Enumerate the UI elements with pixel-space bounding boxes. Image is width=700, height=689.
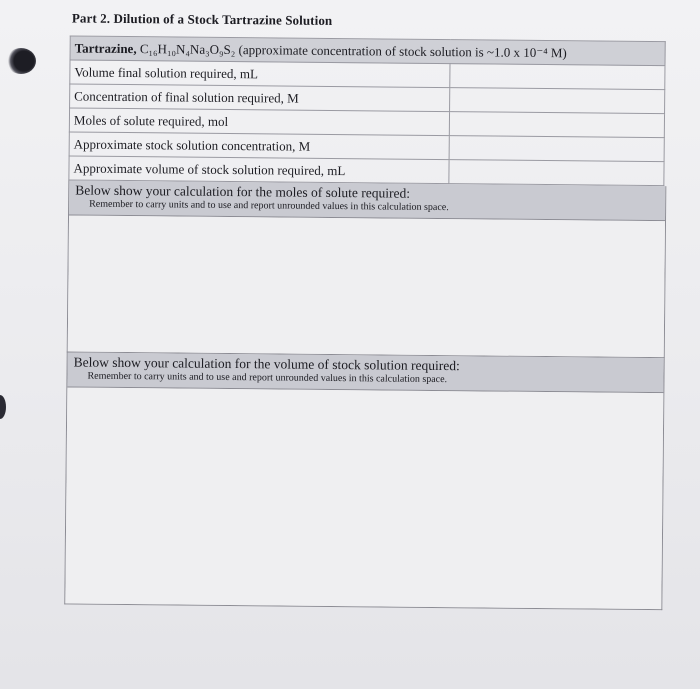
- stock-concentration-note: (approximate concentration of stock solution is ~1.0 x 10⁻⁴ M): [238, 41, 567, 60]
- part-title: Part 2. Dilution of a Stock Tartrazine Solution: [71, 10, 333, 28]
- calc-moles-space[interactable]: [68, 215, 665, 357]
- calc-volume-title: Below show your calculation for the volume of stock solution required:: [73, 354, 460, 374]
- row-label-moles-solute: Moles of solute required, mol: [69, 108, 450, 136]
- row-label-stock-volume: Approximate volume of stock solution required, mL: [69, 156, 450, 184]
- calc-moles-note: Remember to carry units and to use and report unrounded values in this calculation space.: [89, 198, 449, 214]
- worksheet: [16, 10, 672, 610]
- input-volume-final[interactable]: [450, 64, 665, 90]
- calc-moles-title: Below show your calculation for the moles of solute required:: [75, 182, 411, 201]
- row-label-stock-concentration: Approximate stock solution concentration, M: [69, 132, 450, 160]
- input-stock-concentration[interactable]: [450, 136, 665, 162]
- calc-volume-header: [67, 352, 663, 393]
- input-concentration-final[interactable]: [450, 88, 665, 114]
- calc-moles-block: [67, 180, 667, 358]
- compound-formula: C₁₆H₁₀N₄Na₃O₉S₂: [139, 40, 236, 57]
- calc-volume-space[interactable]: [65, 387, 663, 609]
- row-label-volume-final: Volume final solution required, mL: [70, 60, 451, 88]
- data-table: [68, 35, 665, 186]
- calc-volume-note: Remember to carry units and to use and report unrounded values in this calculation space.: [87, 370, 448, 386]
- row-label-concentration-final: Concentration of final solution required, M: [70, 84, 451, 112]
- compound-name: Tartrazine,: [74, 40, 137, 56]
- input-moles-solute[interactable]: [450, 112, 665, 138]
- calc-volume-block: [64, 352, 664, 610]
- input-stock-volume[interactable]: [449, 160, 664, 186]
- calc-moles-header: [69, 180, 665, 221]
